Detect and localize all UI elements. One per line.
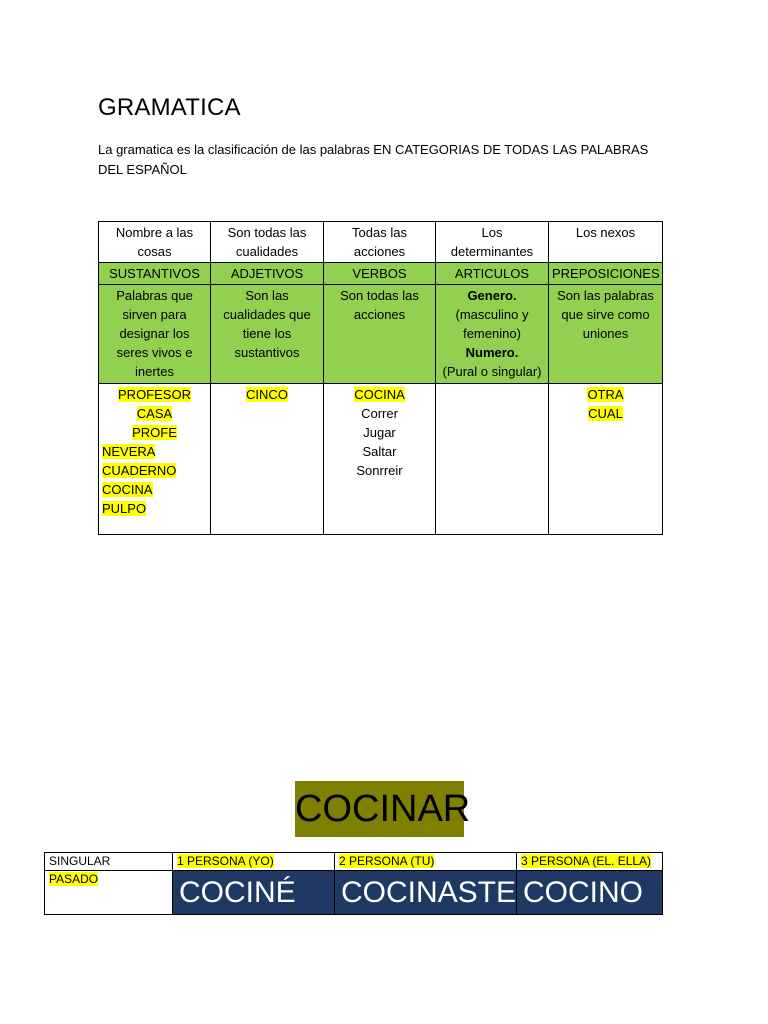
- category-cell: SUSTANTIVOS: [99, 263, 211, 285]
- verb-form: COCINÉ: [173, 871, 335, 915]
- verb-title: COCINAR: [295, 781, 464, 837]
- example-word: COCINA: [102, 482, 153, 497]
- description-cell: Son las palabras que sirve como uniones: [549, 285, 663, 384]
- grammar-table: [98, 221, 663, 535]
- description-cell: Palabras que sirven para designar los seres vivos e inertes: [99, 285, 211, 384]
- header-cell: Todas las acciones: [324, 222, 436, 263]
- description-row: [99, 285, 663, 384]
- examples-cell: [99, 384, 211, 535]
- example-word: CINCO: [246, 387, 288, 402]
- examples-cell: [211, 384, 324, 535]
- person-header: [517, 853, 663, 871]
- conjugation-header-row: [45, 853, 663, 871]
- person-label: 1 PERSONA (YO): [177, 854, 274, 868]
- intro-paragraph: La gramatica es la clasificación de las palabras EN CATEGORIAS DE TODAS LAS PALABRAS DEL ESPAÑOL: [98, 142, 649, 177]
- header-cell: Los determinantes: [436, 222, 549, 263]
- example-word: Saltar: [362, 444, 397, 459]
- examples-cell: [324, 384, 436, 535]
- conjugation-table: [44, 852, 663, 915]
- numero-label: Numero.: [465, 345, 519, 360]
- numero-text: (Pural o singular): [442, 364, 542, 379]
- example-word: CASA: [136, 406, 173, 421]
- example-word: NEVERA: [102, 444, 156, 459]
- genero-label: Genero.: [467, 288, 517, 303]
- category-cell: ARTICULOS: [436, 263, 549, 285]
- example-word: PROFE: [132, 425, 177, 440]
- example-word: CUADERNO: [102, 463, 177, 478]
- person-label: 3 PERSONA (EL. ELLA): [521, 854, 652, 868]
- example-word: CUAL: [588, 406, 623, 421]
- header-row: [99, 222, 663, 263]
- examples-cell: [436, 384, 549, 535]
- category-cell: VERBOS: [324, 263, 436, 285]
- description-cell: [436, 285, 549, 384]
- category-cell: ADJETIVOS: [211, 263, 324, 285]
- example-word: OTRA: [587, 387, 624, 402]
- person-label: 2 PERSONA (TU): [339, 854, 435, 868]
- number-label: SINGULAR: [45, 853, 173, 871]
- page-title: GRAMATICA: [98, 94, 241, 121]
- category-cell: PREPOSICIONES: [549, 263, 663, 285]
- example-word: PULPO: [102, 501, 147, 516]
- header-cell: Nombre a las cosas: [99, 222, 211, 263]
- description-cell: Son las cualidades que tiene los sustantivos: [211, 285, 324, 384]
- example-word: PROFESOR: [118, 387, 191, 402]
- header-cell: Son todas las cualidades: [211, 222, 324, 263]
- example-word: COCINA: [354, 387, 405, 402]
- verb-form: COCINASTE: [335, 871, 517, 915]
- examples-row: [99, 384, 663, 535]
- examples-cell: [549, 384, 663, 535]
- example-word: Correr: [361, 406, 398, 421]
- person-header: [173, 853, 335, 871]
- example-word: Jugar: [363, 425, 396, 440]
- category-row: [99, 263, 663, 285]
- conjugation-row: [45, 871, 663, 915]
- description-cell: Son todas las acciones: [324, 285, 436, 384]
- tense-cell: [45, 871, 173, 915]
- example-word: Sonrreir: [356, 463, 403, 478]
- verb-form: COCINO: [517, 871, 663, 915]
- person-header: [335, 853, 517, 871]
- tense-label: PASADO: [49, 872, 99, 886]
- genero-text: (masculino y femenino): [455, 307, 529, 341]
- header-cell: Los nexos: [549, 222, 663, 263]
